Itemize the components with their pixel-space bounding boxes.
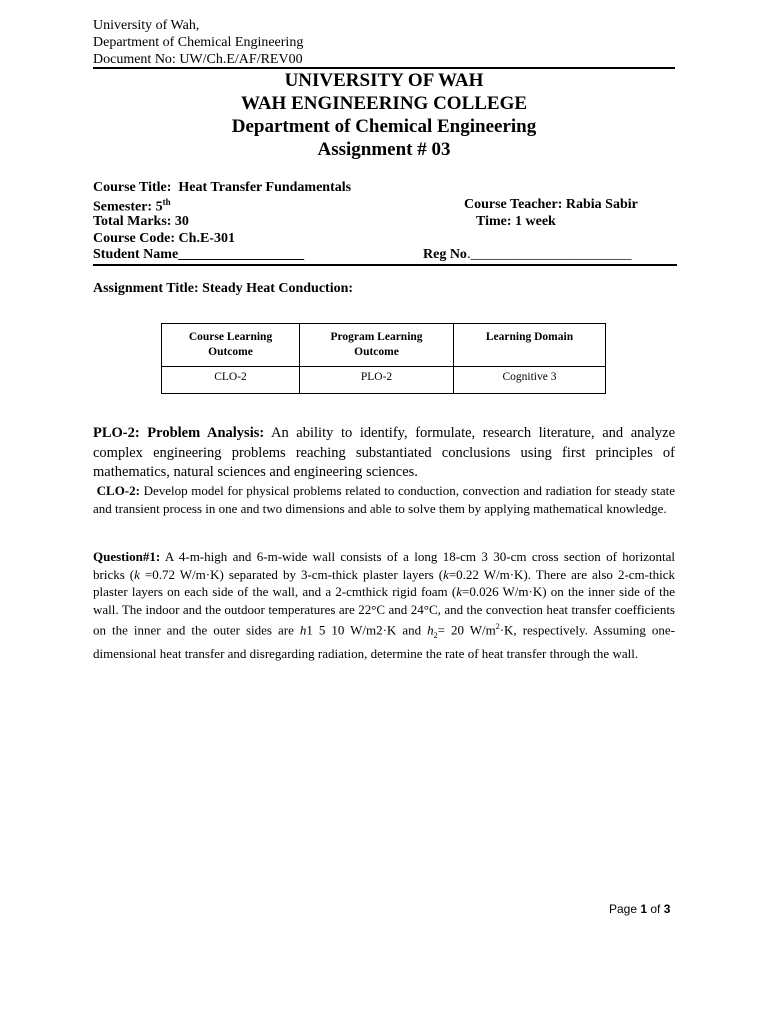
document-header (93, 17, 303, 68)
symbol-h2: h (427, 622, 434, 638)
plo-label: PLO-2: Problem Analysis: (93, 425, 265, 441)
info-divider (93, 264, 677, 266)
question-text-5: 1 5 10 W/m2·K and (306, 622, 428, 638)
question-paragraph (93, 548, 675, 662)
clo-paragraph (93, 482, 675, 517)
symbol-h2-subscript: 2 (433, 631, 438, 641)
question-text-3: =0.22 W/m·K). There are also 2-cm-thick plaster layers on each side of the wall, and a 2-cmthick rigid foam ( (93, 566, 675, 600)
page-total: 3 (663, 902, 671, 916)
clo-label: CLO-2: (96, 483, 140, 498)
page-current: 1 (640, 902, 648, 916)
header-course-learning-outcome: Course Learning Outcome (162, 324, 300, 367)
header-document-no: Document No: UW/Ch.E/AF/REV00 (93, 52, 303, 67)
plo-text: An ability to identify, formulate, research literature, and analyze complex engineering problems reaching substantiated conclusions using first principles of mathematics, natural sciences and engineering sciences. (93, 425, 675, 480)
question-label: Question#1: (93, 549, 161, 564)
page-label: Page (609, 902, 641, 916)
cell-clo: CLO-2 (162, 367, 300, 394)
question-text-2: =0.72 W/m·K) separated by 3-cm-thick plaster layers ( (139, 566, 444, 582)
header-department: Department of Chemical Engineering (93, 35, 304, 50)
college-title: WAH ENGINEERING COLLEGE (240, 93, 528, 114)
table-row (162, 367, 606, 394)
reg-no-field (423, 247, 631, 263)
page-of-label: of (647, 902, 664, 916)
course-title-label: Course Title: (93, 180, 172, 195)
question-text-6: = 20 W/m (437, 622, 496, 638)
unit-squared-superscript: 2 (495, 622, 500, 632)
cell-plo: PLO-2 (300, 367, 454, 394)
course-code: Course Code: Ch.E-301 (93, 231, 235, 246)
header-learning-domain: Learning Domain (454, 324, 606, 367)
course-teacher: Course Teacher: Rabia Sabir (464, 197, 638, 212)
course-title (93, 180, 351, 196)
assignment-title: Assignment Title: Steady Heat Conduction: (93, 281, 354, 296)
cell-domain: Cognitive 3 (454, 367, 606, 394)
assignment-number: Assignment # 03 (317, 139, 451, 160)
page-number (609, 902, 670, 916)
header-program-learning-outcome: Program Learning Outcome (300, 324, 454, 367)
plo-paragraph (93, 424, 675, 483)
question-text-7: ·K, respectively. Assuming one-dimensional heat transfer and disregarding radiation, determine the rate of heat transfer through the wall. (93, 622, 676, 661)
university-title: UNIVERSITY OF WAH (284, 70, 484, 91)
semester (93, 197, 171, 216)
symbol-k-plaster: k (443, 566, 449, 582)
clo-text: Develop model for physical problems related to conduction, convection and radiation for steady state and transient process in one and two dimensions and able to solve them by applying mathematical knowledge. (93, 483, 675, 516)
symbol-k-brick: k (134, 566, 140, 582)
time-allowed: Time: 1 week (476, 214, 556, 229)
symbol-h1: h (299, 622, 307, 638)
total-marks: Total Marks: 30 (93, 214, 189, 229)
question-text-1: A 4-m-high and 6-m-wide wall consists of a long 18-cm 3 30-cm cross section of horizontal bricks ( (93, 549, 675, 582)
student-name-field: Student Name__________________ (93, 247, 305, 262)
semester-label: Semester: 5 (93, 199, 163, 215)
symbol-k-foam: k (456, 584, 462, 600)
header-university: University of Wah, (93, 18, 200, 33)
reg-no-label: Reg No (423, 247, 467, 262)
semester-superscript: th (162, 197, 171, 207)
reg-no-blank: ._______________________ (466, 247, 632, 262)
outcome-table-header-row (162, 324, 606, 367)
department-title: Department of Chemical Engineering (231, 116, 537, 137)
question-text-4: =0.026 W/m·K) on the inner side of the wall. The indoor and the outdoor temperatures are 22°C and 24°C, and the convection heat transfer coefficients on the inner and the outer sides are (93, 584, 675, 638)
header-divider (93, 67, 675, 69)
course-title-value: Heat Transfer Fundamentals (178, 180, 352, 195)
outcome-table (161, 323, 606, 394)
